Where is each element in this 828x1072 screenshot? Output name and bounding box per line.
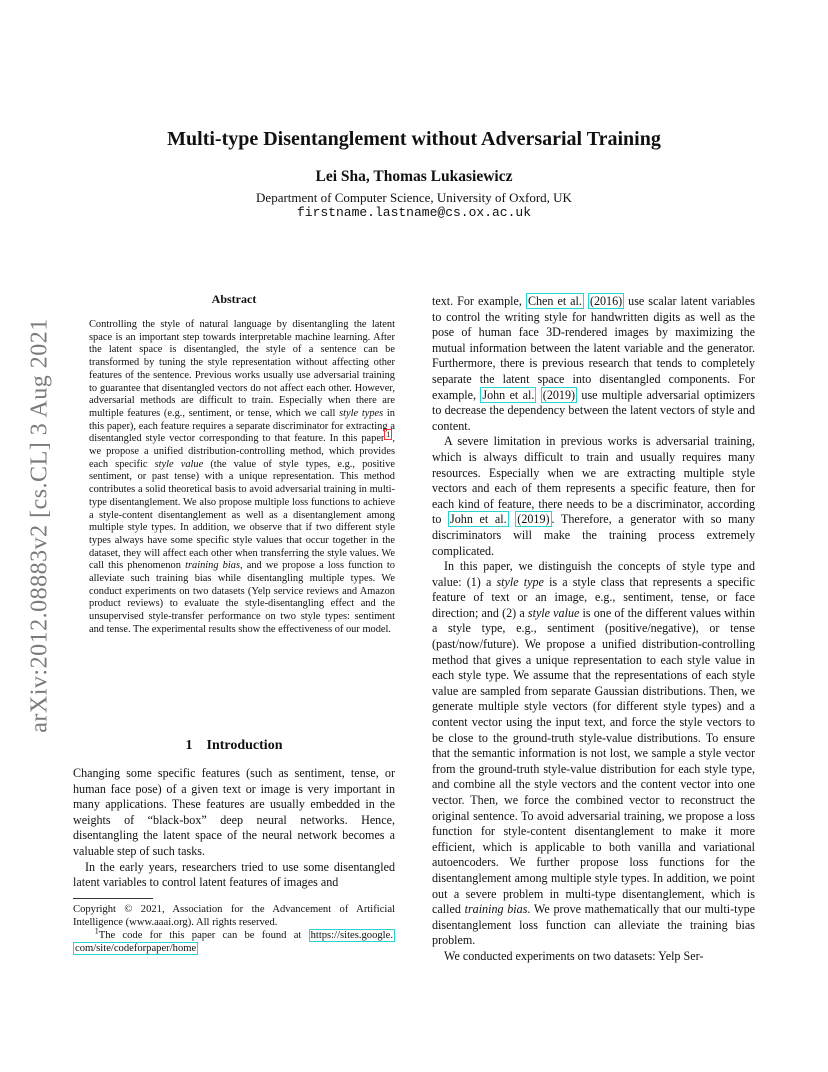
introduction-body <box>73 766 395 891</box>
intro-paragraph: In the early years, researchers tried to use some disentangled latent variables to control latent features of images and <box>73 859 395 890</box>
footnote-1-link[interactable]: 1 <box>386 429 391 439</box>
code-url-link[interactable]: https://sites.google. <box>310 930 393 941</box>
citation-john-year-link[interactable]: (2019) <box>542 387 576 402</box>
abstract-heading: Abstract <box>211 292 257 306</box>
footnote-1-text: The code for this paper can be found at <box>98 930 309 941</box>
body-emphasis: style type <box>496 574 544 589</box>
abstract-section <box>73 292 395 637</box>
body-text: . Therefore, a generator with so many discriminators will make the training process extremely complicated. <box>432 512 755 558</box>
footnote-1-mark: 1 <box>94 926 99 936</box>
body-paragraph <box>432 434 755 559</box>
abstract-text-part: , we propose a unified distribution-controlling method, which provides each specific <box>89 433 395 470</box>
abstract-emphasis: training bias <box>185 560 240 572</box>
section-number: 1 <box>185 738 193 753</box>
footnote-divider <box>73 898 153 899</box>
arxiv-side-identifier <box>20 290 60 760</box>
citation-chen-year-link[interactable]: (2016) <box>589 294 623 308</box>
author-affiliation: Department of Computer Science, University of Oxford, UK <box>256 190 572 205</box>
body-text: use multiple adversarial optimizers to decrease the dependency between the latent vectors of style and content. <box>432 387 756 433</box>
abstract-text-part: in this paper), each feature requires a separate discriminator for extracting a disentangled style vector corresponding to that feature. In this paper <box>89 407 395 445</box>
author-email: firstname.lastname@cs.ox.ac.uk <box>296 205 532 220</box>
citation-john-year-link[interactable]: (2019) <box>517 512 550 527</box>
citation-john-link[interactable]: John et al. <box>450 512 507 527</box>
copyright-notice: Copyright © 2021, Association for the Advancement of Artificial Intelligence (www.aaai.org). All rights reserved. <box>73 904 395 928</box>
abstract-text-part: (the value of style types, e.g., positive sentiment, or past tense) with a unique representation. This method contributes a solid theoretical basis to avoid adversarial training in multi-type disentanglement. We also propose multiple loss functions to achieve a style-content disentanglement as well as a disentanglement among multiple style types. In addition, we observe that if two different style types always have some specific style values that occur together in the dataset, they will affect each other when transferring the style values. We call this phenomenon <box>89 458 395 572</box>
paper-authors: Lei Sha, Thomas Lukasiewicz <box>315 168 513 185</box>
body-text: In this paper, we distinguish the concepts of style type and value: (1) a <box>432 559 755 589</box>
section-title: Introduction <box>206 738 283 753</box>
body-text: text. For example, <box>432 294 526 308</box>
abstract-emphasis: style value <box>154 458 204 470</box>
abstract-text <box>89 319 395 637</box>
body-text: use scalar latent variables to control the writing style for handwritten digits as well as the pose of human face 3D-rendered images by maximizing the mutual information between the latent variable and the generator. Furthermore, there is previous research that tends to completely separate the latent space into disentangled components. For example, <box>432 294 755 402</box>
body-text: is one of the different values within a style type, e.g., sentiment (positive/negative), or tense (past/now/future). We propose a unified distribution-controlling method that gives a unique representation to each style value in each style type. We assume that the representations of each style value are sampled from separate Gaussian distributions. Then, we generate multiple style vectors (for different style types) and a content vector using the input text, and force the style vectors to be close to the ground-truth style-value distributions. To ensure that the semantic information is not lost, we sample a style vector from the ground-truth style-value distribution for each style type, and combine all the style vectors and the content vector into one vector. Then, we force the combined vector to reconstruct the original sentence. To avoid adversarial training, we propose a loss function for style-content disentanglement to make it more efficient, which is applicable to both vanilla and variational autoencoders. We further propose loss functions for the disentanglement among multiple style types. In addition, we point out a severe problem in multi-type disentanglement, which is called <box>432 605 755 917</box>
arxiv-identifier-text: arXiv:2012.08883v2 [cs.CL] 3 Aug 2021 <box>26 317 53 733</box>
abstract-text-part: Controlling the style of natural language by disentangling the latent space is an important step towards interpretable machine learning. After the latent space is disentangled, the style of a sentence can be transformed by tuning the style representation without affecting other features of the sentence. Previous works usually use adversarial training to guarantee that disentangled vectors do not affect each other. However, adversarial methods are difficult to train. Especially when there are multiple features (e.g., sentiment, or tense, which we call <box>89 319 395 419</box>
abstract-emphasis: style types <box>339 407 384 419</box>
body-text: is a style class that represents a specific feature of text or an image, e.g., sentiment, tense, or face direction; and (2) a <box>432 574 756 620</box>
intro-paragraph: Changing some specific features (such as sentiment, tense, or human face pose) of a given text or image is very important in many applications. These features are usually embedded in the weights of “black-box” deep neural networks. Hence, disentangling the latent space of the neural network becomes a valuable step of such tasks. <box>73 766 395 858</box>
citation-chen-link[interactable]: Chen et al. <box>527 294 582 308</box>
code-url-link-continued[interactable]: com/site/codeforpaper/home <box>75 943 197 954</box>
body-paragraph: We conducted experiments on two datasets: Yelp Ser- <box>444 948 704 963</box>
body-text: A severe limitation in previous works is adversarial training, which is always difficult to train and usually requires many resources. Especially when we are extracting multiple style vectors and each of them represents a specific feature, then for each kind of feature, there needs to be a discriminator, according to <box>432 434 755 527</box>
citation-john-link[interactable]: John et al. <box>482 387 535 402</box>
paper-title: Multi-type Disentanglement without Adversarial Training <box>167 128 661 150</box>
footnotes <box>73 903 395 955</box>
section-heading-introduction <box>73 738 395 754</box>
body-emphasis: training bias <box>464 902 528 917</box>
footnote-1 <box>73 926 395 955</box>
body-emphasis: style value <box>527 605 580 620</box>
right-column-body <box>432 294 755 965</box>
body-paragraph <box>432 294 755 434</box>
body-text: . We prove mathematically that our multi-type disentanglement loss function can alleviate the training bias problem. <box>432 902 755 948</box>
body-paragraph <box>432 559 755 949</box>
abstract-text-part: , and we propose a loss function to alleviate such training bias while disentangling multiple types. We conduct experiments on two datasets (Yelp service reviews and Amazon product reviews) to evaluate the style-disentangling effect and the unsupervised style-transfer performance on two style types: sentiment and tense. The experimental results show the effectiveness of our model. <box>89 560 395 635</box>
